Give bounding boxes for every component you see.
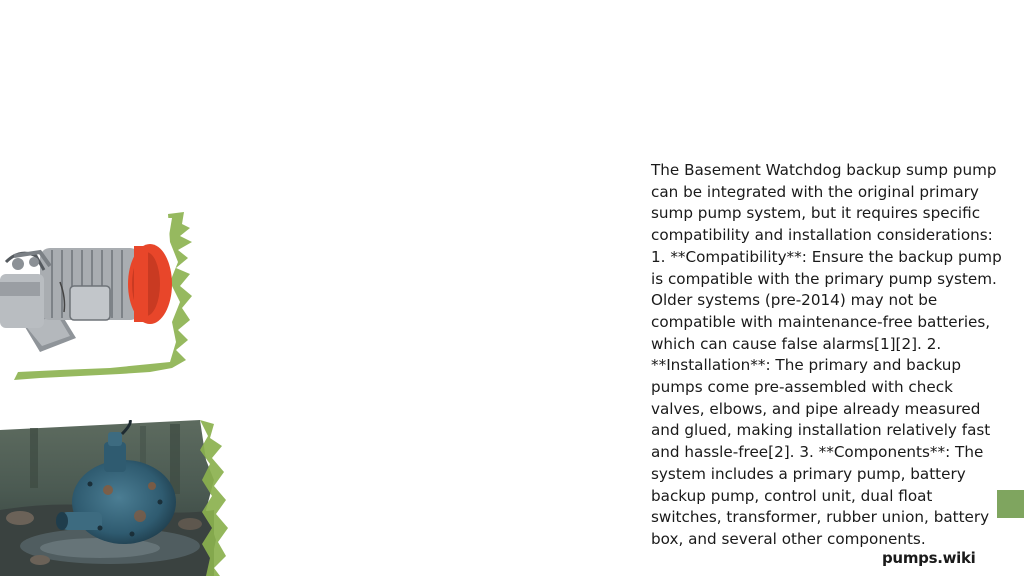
accent-block xyxy=(997,490,1024,518)
site-watermark: pumps.wiki xyxy=(882,549,976,567)
article-body-text: The Basement Watchdog backup sump pump can be integrated with the original primary sump pump system, but it requires specific compatibility and installation considerations: 1. **Compatibility**: Ensure the backup pump is compatible with the primary pump system. Older systems (pre-2014) may not be compatible with maintenance-free batteries, which can cause false alarms[1][2]. 2. **Installation**: The primary and backup pumps come pre-assembled with check valves, elbows, and pipe already measured and glued, making installation relatively fast and hassle-free[2]. 3. **Components**: The system includes a primary pump, battery backup pump, control unit, dual float switches, transformer, rubber union, battery box, and several other components. xyxy=(651,161,1002,548)
horizontal-pump-image xyxy=(0,212,200,380)
submersible-pump-image xyxy=(0,420,228,576)
